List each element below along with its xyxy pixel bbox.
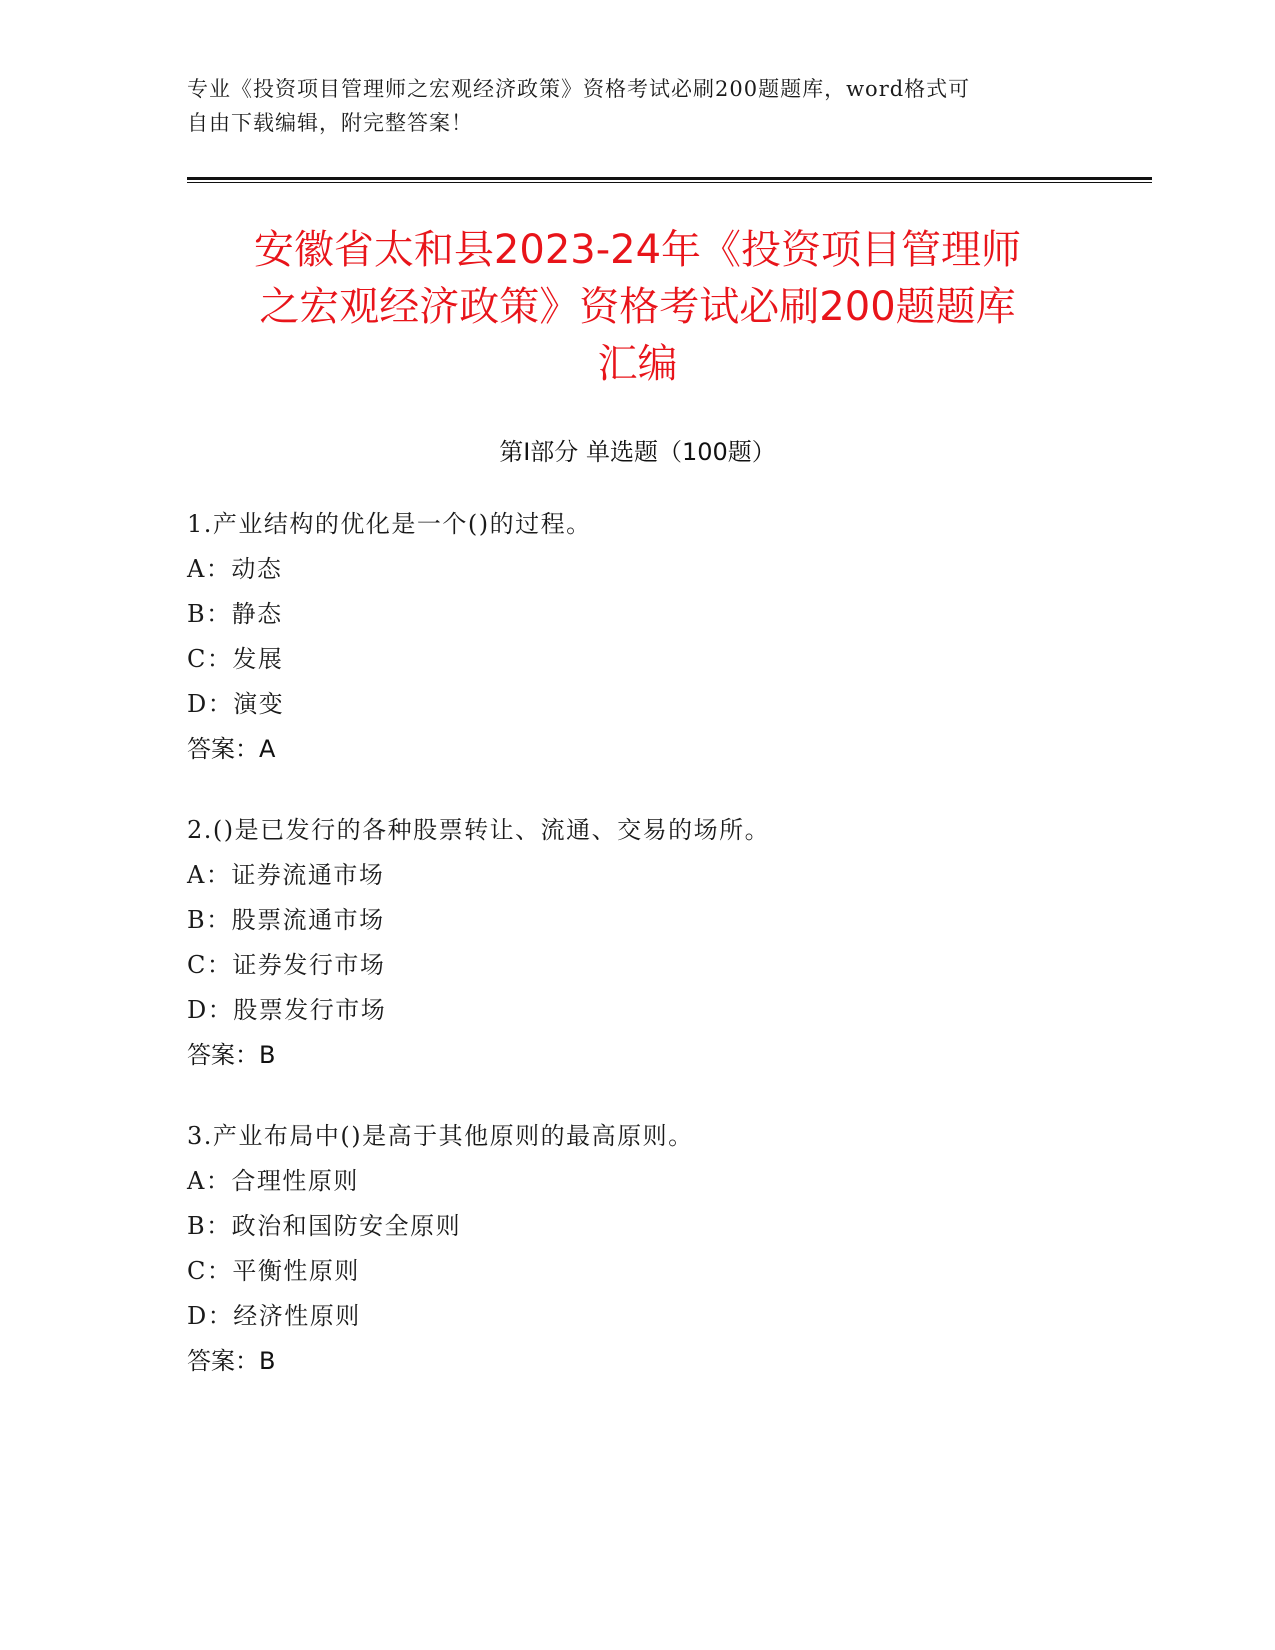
question-stem: 1.产业结构的优化是一个()的过程。 xyxy=(187,510,592,538)
question-3 xyxy=(187,1114,1137,1384)
option-c: C：发展 xyxy=(187,645,284,673)
document-title-line-1: 安徽省太和县2023-24年《投资项目管理师 xyxy=(253,227,1022,273)
option-a: A：动态 xyxy=(187,555,283,583)
answer: 答案：B xyxy=(187,1347,276,1375)
question-stem: 3.产业布局中()是高于其他原则的最高原则。 xyxy=(187,1122,694,1150)
option-b: B：政治和国防安全原则 xyxy=(187,1212,462,1240)
answer: 答案：A xyxy=(187,735,276,763)
option-d: D：经济性原则 xyxy=(187,1302,361,1330)
question-1 xyxy=(187,502,1137,772)
option-a: A：合理性原则 xyxy=(187,1167,359,1195)
document-title-line-2: 之宏观经济政策》资格考试必刷200题题库 xyxy=(259,284,1016,330)
option-b: B：静态 xyxy=(187,600,283,628)
option-a: A：证券流通市场 xyxy=(187,861,385,889)
option-d: D：演变 xyxy=(187,690,285,718)
section-heading: 第Ⅰ部分 单选题（100题） xyxy=(499,438,776,466)
answer: 答案：B xyxy=(187,1041,276,1069)
option-b: B：股票流通市场 xyxy=(187,906,385,934)
document-title xyxy=(170,222,1105,393)
question-2 xyxy=(187,808,1137,1078)
option-c: C：平衡性原则 xyxy=(187,1257,360,1285)
header-note-line-1: 专业《投资项目管理师之宏观经济政策》资格考试必刷200题题库，word格式可 xyxy=(187,77,971,101)
question-stem: 2.()是已发行的各种股票转让、流通、交易的场所。 xyxy=(187,816,771,844)
option-c: C：证券发行市场 xyxy=(187,951,386,979)
document-title-line-3: 汇编 xyxy=(597,341,678,387)
header-rule-thin xyxy=(187,182,1152,183)
header-note-line-2: 自由下载编辑，附完整答案！ xyxy=(187,111,473,135)
header-rule-thick xyxy=(187,177,1152,180)
header-note xyxy=(187,72,1067,140)
option-d: D：股票发行市场 xyxy=(187,996,387,1024)
